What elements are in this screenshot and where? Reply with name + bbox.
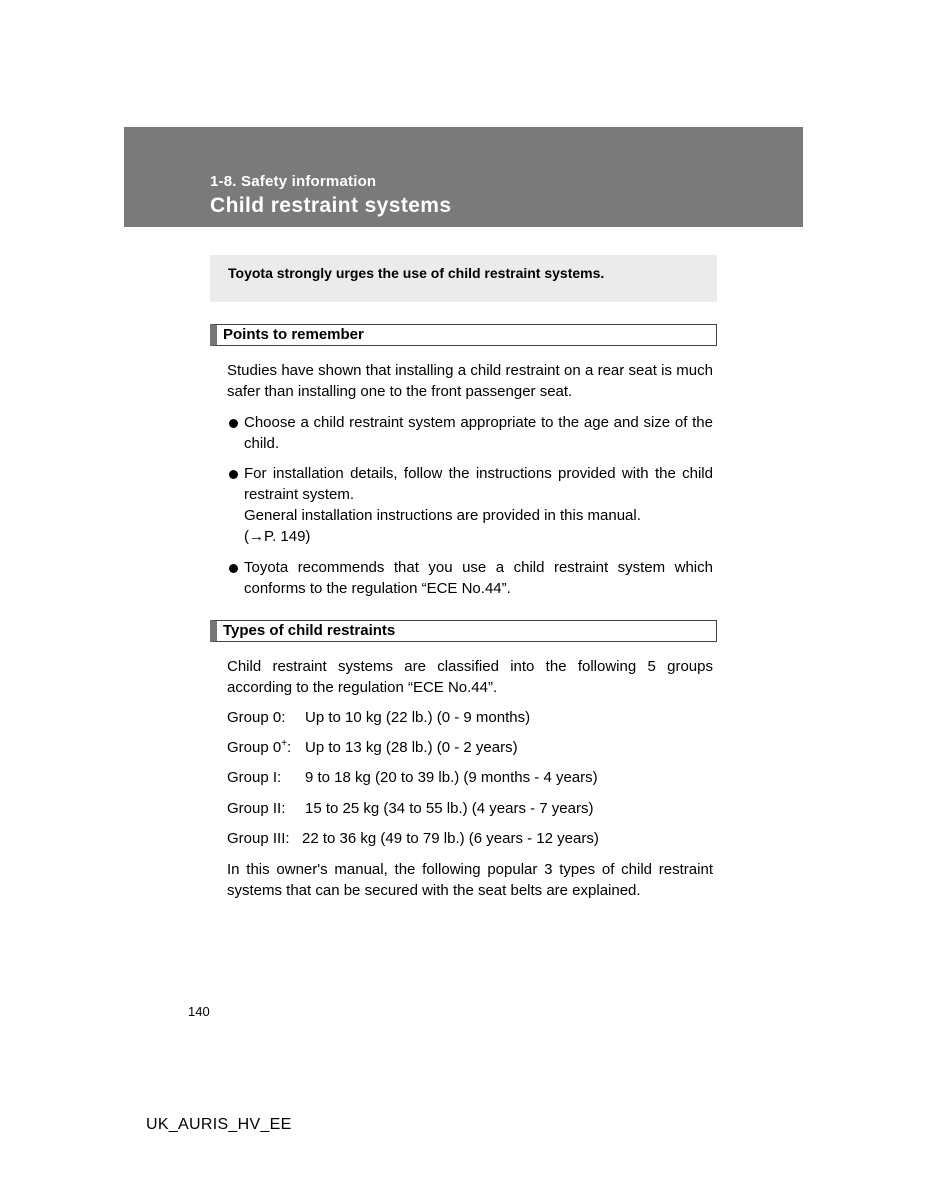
group-value: 9 to 18 kg (20 to 39 lb.) (9 months - 4 years) [305, 769, 598, 786]
bullet-text-line: General installation instructions are provided in this manual. [244, 507, 641, 524]
bullet-text: Choose a child restraint system appropriate to the age and size of the child. [244, 414, 713, 452]
intro-box [210, 255, 717, 302]
bullet-dot-icon [229, 419, 238, 428]
types-paragraph: Child restraint systems are classified into the following 5 groups according to the regulation “ECE No.44”. [227, 658, 713, 696]
section-heading-points [210, 324, 717, 346]
bullet-text: For installation details, follow the instructions provided with the child restraint system. [244, 465, 713, 503]
group-value: Up to 10 kg (22 lb.) (0 - 9 months) [305, 709, 531, 726]
document-code: UK_AURIS_HV_EE [146, 1116, 292, 1133]
bullet-dot-icon [229, 564, 238, 573]
bullet-text: Toyota recommends that you use a child restraint system which conforms to the regulation “ECE No.44”. [244, 559, 713, 597]
points-paragraph: Studies have shown that installing a child restraint on a rear seat is much safer than installing one to the front passenger seat. [227, 362, 713, 400]
group-label: Group 0: [227, 709, 286, 726]
group-label: Group 0+: [227, 738, 292, 756]
group-superscript: + [281, 738, 288, 749]
bullet-dot-icon [229, 470, 238, 479]
group-value: 22 to 36 kg (49 to 79 lb.) (6 years - 12 years) [302, 830, 599, 847]
section-heading-label: Points to remember [223, 326, 364, 343]
section-label: 1-8. Safety information [210, 173, 377, 190]
group-label: Group I: [227, 769, 282, 786]
page-reference: (→P. 149) [244, 528, 311, 545]
group-label: Group III: [227, 830, 290, 847]
header-band [124, 127, 803, 227]
group-value: Up to 13 kg (28 lb.) (0 - 2 years) [305, 739, 518, 756]
group-value: 15 to 25 kg (34 to 55 lb.) (4 years - 7 years) [305, 800, 594, 817]
closing-paragraph: In this owner's manual, the following popular 3 types of child restraint systems that can be secured with the seat belts are explained. [227, 861, 713, 899]
section-heading-types [210, 620, 717, 642]
page-title: Child restraint systems [210, 194, 452, 217]
page-number: 140 [188, 1004, 210, 1019]
intro-text: Toyota strongly urges the use of child restraint systems. [228, 265, 605, 281]
group-label: Group II: [227, 800, 286, 817]
section-heading-label: Types of child restraints [223, 622, 396, 639]
